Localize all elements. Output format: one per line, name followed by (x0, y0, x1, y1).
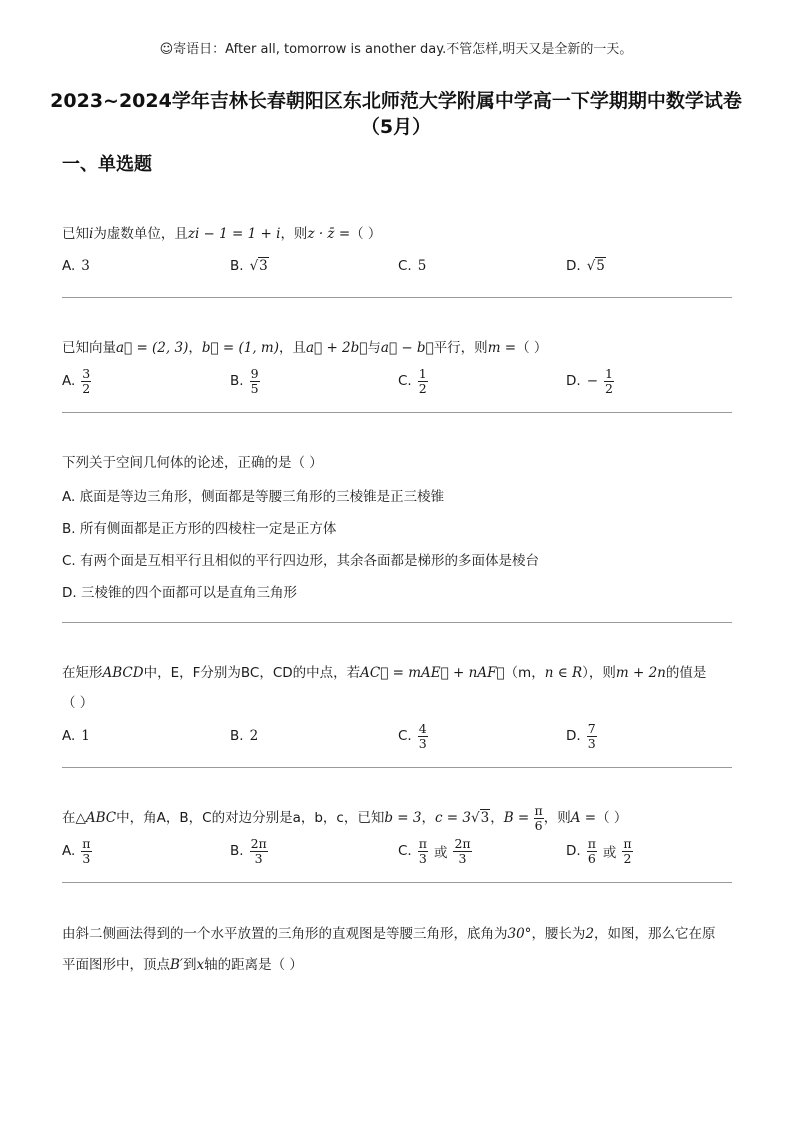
question-5-options (62, 836, 732, 866)
question-2-stem: 已知向量a⃗ = (2, 3)，b⃗ = (1, m)，且a⃗ + 2b⃗与a⃗ − b⃗平行，则m =（ ） (62, 340, 548, 356)
option-a[interactable]: A. 1 (62, 728, 90, 744)
motto: ☺寄语日：After all, tomorrow is another day.不管怎样,明天又是全新的一天。 (159, 42, 633, 57)
question-6-stem: 由斜二侧画法得到的一个水平放置的三角形的直观图是等腰三角形，底角为30°，腰长为2，如图，那么它在原 (62, 926, 716, 942)
page-title: 2023~2024学年吉林长春朝阳区东北师范大学附属中学高一下学期期中数学试卷（5月） (50, 90, 742, 138)
option-c[interactable]: C. $\frac{4}{3}$ (398, 720, 427, 751)
option-c[interactable]: C. 5 (398, 258, 427, 274)
option-a[interactable]: A. $\frac{3}{2}$ (62, 365, 91, 396)
option-b[interactable]: B. √3 (230, 258, 268, 274)
question-2-options (62, 366, 732, 396)
option-c[interactable]: C. 有两个面是互相平行且相似的平行四边形，其余各面都是梯形的多面体是棱台 (62, 553, 540, 569)
option-c[interactable]: C. $\frac{1}{2}$ (398, 365, 427, 396)
divider (62, 767, 732, 768)
option-b[interactable]: B. $\frac{2\pi}{3}$ (230, 835, 267, 866)
divider (62, 622, 732, 623)
option-a[interactable]: A. $\frac{\pi}{3}$ (62, 835, 91, 866)
option-a[interactable]: A. 3 (62, 258, 90, 274)
question-6-stem-line2: 平面图形中，顶点B′到x轴的距离是（ ） (62, 957, 303, 973)
question-4-stem-line2: （ ） (62, 695, 94, 711)
question-5-stem: 在 △ABC 中，角A，B，C的对边分别是a，b，c，已知 b = 3 ， c = 3 √3 ， B = $\frac{\pi}{6}$ ，则 A = （ ） (62, 802, 628, 833)
option-d[interactable]: D. $\frac{\pi}{6}$ 或 $\frac{\pi}{2}$ (566, 835, 632, 866)
option-b[interactable]: B. $\frac{9}{5}$ (230, 365, 259, 396)
question-1-options (62, 251, 732, 281)
section-heading: 一、单选题 (62, 154, 152, 175)
question-4-stem: 在矩形ABCD中，E，F分别为BC，CD的中点，若AC⃗ = mAE⃗ + nAF⃗（m，n ∈ R），则m + 2n的值是 (62, 665, 707, 681)
question-4-options (62, 721, 732, 751)
option-d[interactable]: D. − $\frac{1}{2}$ (566, 365, 613, 396)
option-d[interactable]: D. √5 (566, 258, 605, 274)
divider (62, 882, 732, 883)
option-d[interactable]: D. 三棱锥的四个面都可以是直角三角形 (62, 585, 297, 601)
question-3-stem: 下列关于空间几何体的论述，正确的是（ ） (62, 455, 323, 471)
option-b[interactable]: B. 2 (230, 728, 259, 744)
option-d[interactable]: D. $\frac{7}{3}$ (566, 720, 596, 751)
option-c[interactable]: C. $\frac{\pi}{3}$ 或 $\frac{2\pi}{3}$ (398, 835, 471, 866)
question-1-stem: 已知i为虚数单位，且zi − 1 = 1 + i，则z · z̄ =（ ） (62, 226, 382, 242)
option-b[interactable]: B. 所有侧面都是正方形的四棱柱一定是正方体 (62, 521, 337, 537)
divider (62, 297, 732, 298)
divider (62, 412, 732, 413)
option-a[interactable]: A. 底面是等边三角形，侧面都是等腰三角形的三棱锥是正三棱锥 (62, 489, 445, 505)
